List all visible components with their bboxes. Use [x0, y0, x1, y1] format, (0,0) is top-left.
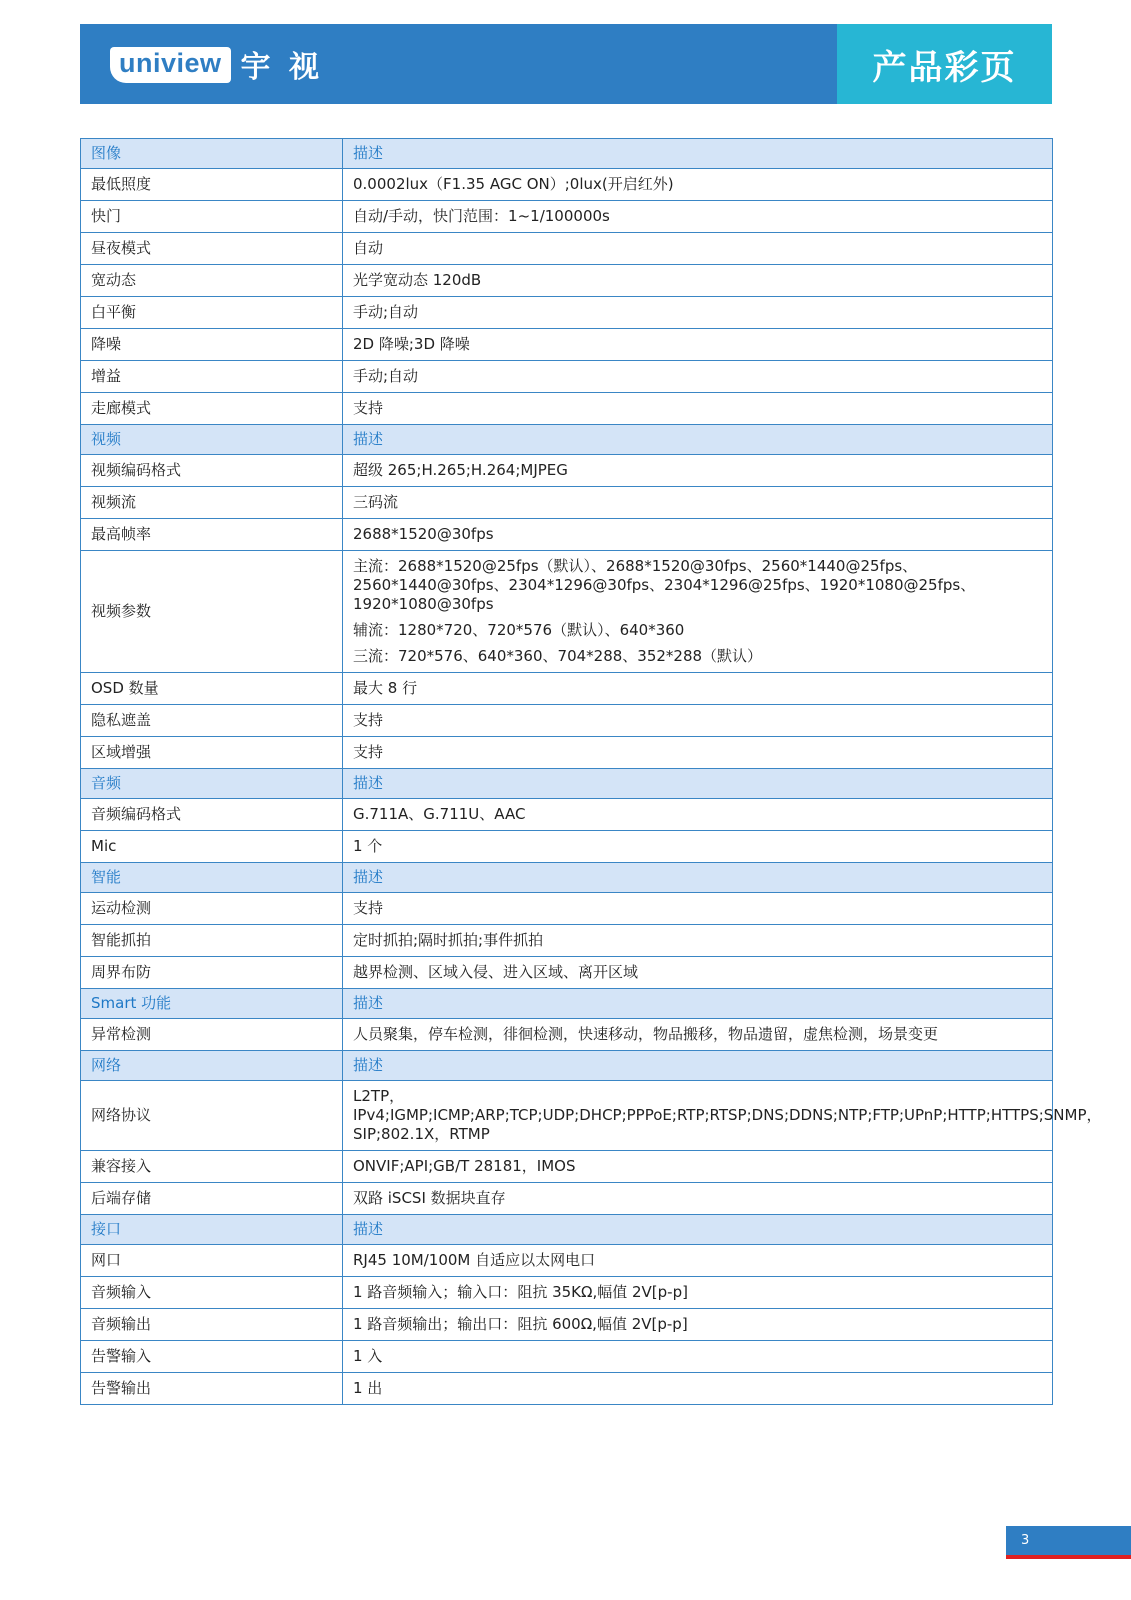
- spec-label: 音频输出: [81, 1309, 343, 1341]
- page-header: [80, 24, 1052, 104]
- table-row: [81, 1151, 1053, 1183]
- spec-value: [343, 487, 1053, 519]
- spec-value: [343, 169, 1053, 201]
- spec-value: [343, 1341, 1053, 1373]
- spec-value: [343, 673, 1053, 705]
- table-row: [81, 1183, 1053, 1215]
- spec-label: 音频编码格式: [81, 799, 343, 831]
- spec-value: [343, 1183, 1053, 1215]
- section-desc-header: 描述: [343, 1215, 1053, 1245]
- spec-label: 白平衡: [81, 297, 343, 329]
- spec-value: [343, 455, 1053, 487]
- spec-label: 降噪: [81, 329, 343, 361]
- table-row: [81, 957, 1053, 989]
- table-row: [81, 455, 1053, 487]
- spec-label: 走廊模式: [81, 393, 343, 425]
- spec-value-line: 人员聚集，停车检测，徘徊检测，快速移动，物品搬移，物品遗留，虚焦检测，场景变更: [353, 1025, 939, 1043]
- spec-value-line: 最大 8 行: [353, 679, 418, 697]
- table-row: [81, 169, 1053, 201]
- spec-value-line: 1 入: [353, 1347, 383, 1365]
- table-row: [81, 893, 1053, 925]
- section-header-row: [81, 989, 1053, 1019]
- spec-value-line: 三码流: [353, 493, 399, 511]
- spec-value-line: 手动;自动: [353, 303, 419, 321]
- spec-value-line: 双路 iSCSI 数据块直存: [353, 1189, 506, 1207]
- table-row: [81, 1309, 1053, 1341]
- spec-value-line: 支持: [353, 711, 384, 729]
- section-desc-header: 描述: [343, 425, 1053, 455]
- spec-value-line: 定时抓拍;隔时抓拍;事件抓拍: [353, 931, 544, 949]
- section-header-row: [81, 1051, 1053, 1081]
- spec-label: OSD 数量: [81, 673, 343, 705]
- spec-label: 昼夜模式: [81, 233, 343, 265]
- spec-label: 网络协议: [81, 1081, 343, 1151]
- spec-label: 视频参数: [81, 551, 343, 673]
- spec-value-line: 1 个: [353, 837, 383, 855]
- spec-value: [343, 233, 1053, 265]
- spec-table: [80, 138, 1102, 1405]
- spec-value-line: 自动: [353, 239, 384, 257]
- table-row: [81, 1245, 1053, 1277]
- spec-label: 视频编码格式: [81, 455, 343, 487]
- spec-value: [343, 1081, 1102, 1151]
- section-header-row: [81, 425, 1053, 455]
- spec-label: 视频流: [81, 487, 343, 519]
- table-row: [81, 1081, 1053, 1151]
- table-row: [81, 393, 1053, 425]
- section-desc-header: 描述: [343, 139, 1053, 169]
- section-title: 网络: [81, 1051, 343, 1081]
- section-header-row: [81, 139, 1053, 169]
- header-title: 产品彩页: [837, 24, 1052, 104]
- spec-value: [343, 1151, 1053, 1183]
- table-row: [81, 1373, 1053, 1405]
- section-header-row: [81, 863, 1053, 893]
- spec-label: 后端存储: [81, 1183, 343, 1215]
- table-row: [81, 201, 1053, 233]
- table-row: [81, 329, 1053, 361]
- spec-value-line: 1 出: [353, 1379, 383, 1397]
- spec-label: 兼容接入: [81, 1151, 343, 1183]
- spec-value-line: 辅流：1280*720、720*576（默认）、640*360: [353, 621, 685, 639]
- spec-table-body: [81, 139, 1102, 1405]
- uniview-logo: uniview: [110, 47, 231, 83]
- spec-value-line: G.711A、G.711U、AAC: [353, 805, 526, 823]
- spec-value: [343, 925, 1053, 957]
- spec-label: 网口: [81, 1245, 343, 1277]
- spec-value: [343, 1309, 1053, 1341]
- spec-value-line: 2688*1520@30fps: [353, 525, 494, 543]
- spec-value: [343, 393, 1053, 425]
- spec-value-line: L2TP，IPv4;IGMP;ICMP;ARP;TCP;UDP;DHCP;PPPoE;RTP;RTSP;DNS;DDNS;NTP;FTP;UPnP;HTTP;HTTPS;SNMP，SIP;802.1X，RTMP: [353, 1087, 1102, 1143]
- spec-value: [343, 297, 1053, 329]
- spec-value: [343, 329, 1053, 361]
- table-row: [81, 361, 1053, 393]
- spec-label: 运动检测: [81, 893, 343, 925]
- spec-value-line: 超级 265;H.265;H.264;MJPEG: [353, 461, 568, 479]
- spec-value-line: 支持: [353, 399, 384, 417]
- table-row: [81, 831, 1053, 863]
- spec-label: 宽动态: [81, 265, 343, 297]
- spec-label: 异常检测: [81, 1019, 343, 1051]
- spec-value: [343, 361, 1053, 393]
- spec-value: [343, 1373, 1053, 1405]
- spec-value-line: 支持: [353, 743, 384, 761]
- table-row: [81, 925, 1053, 957]
- table-row: [81, 519, 1053, 551]
- table-row: [81, 737, 1053, 769]
- spec-label: 最低照度: [81, 169, 343, 201]
- section-header-row: [81, 1215, 1053, 1245]
- header-brand-bar: [80, 24, 837, 104]
- table-row: [81, 799, 1053, 831]
- section-title: 接口: [81, 1215, 343, 1245]
- spec-value-line: 主流：2688*1520@25fps（默认）、2688*1520@30fps、2560*1440@25fps、2560*1440@30fps、2304*1296@30fps、2304*1296@25fps、1920*1080@25fps、1920*1080@30fps: [353, 557, 976, 613]
- section-title: 智能: [81, 863, 343, 893]
- spec-value: [343, 737, 1053, 769]
- section-title: 视频: [81, 425, 343, 455]
- spec-label: 隐私遮盖: [81, 705, 343, 737]
- spec-value: [343, 1245, 1053, 1277]
- spec-value: [343, 831, 1053, 863]
- table-row: [81, 297, 1053, 329]
- spec-value: [343, 265, 1053, 297]
- spec-value: [343, 201, 1053, 233]
- spec-value-line: 1 路音频输出；输出口：阻抗 600Ω,幅值 2V[p-p]: [353, 1315, 688, 1333]
- spec-value-line: 0.0002lux（F1.35 AGC ON）;0lux(开启红外): [353, 175, 674, 193]
- table-row: [81, 1019, 1053, 1051]
- spec-value-line: 三流：720*576、640*360、704*288、352*288（默认）: [353, 647, 763, 665]
- spec-label: 最高帧率: [81, 519, 343, 551]
- spec-label: 告警输入: [81, 1341, 343, 1373]
- table-row: [81, 265, 1053, 297]
- spec-value: [343, 799, 1053, 831]
- spec-value: [343, 1019, 1053, 1051]
- section-title: Smart 功能: [81, 989, 343, 1019]
- page-number: 3: [1021, 1533, 1030, 1548]
- spec-value: [343, 957, 1053, 989]
- table-row: [81, 1277, 1053, 1309]
- spec-value-line: 手动;自动: [353, 367, 419, 385]
- table-row: [81, 705, 1053, 737]
- section-desc-header: 描述: [343, 863, 1053, 893]
- spec-label: 智能抓拍: [81, 925, 343, 957]
- footer-accent-bar: [1006, 1555, 1131, 1559]
- spec-label: 快门: [81, 201, 343, 233]
- spec-label: Mic: [81, 831, 343, 863]
- section-desc-header: 描述: [343, 1051, 1053, 1081]
- section-header-row: [81, 769, 1053, 799]
- spec-value: [343, 1277, 1053, 1309]
- table-row: [81, 673, 1053, 705]
- spec-value-line: ONVIF;API;GB/T 28181，IMOS: [353, 1157, 576, 1175]
- spec-value-line: RJ45 10M/100M 自适应以太网电口: [353, 1251, 596, 1269]
- section-desc-header: 描述: [343, 989, 1053, 1019]
- section-desc-header: 描述: [343, 769, 1053, 799]
- spec-value: [343, 551, 1053, 673]
- spec-label: 周界布防: [81, 957, 343, 989]
- section-title: 图像: [81, 139, 343, 169]
- spec-label: 音频输入: [81, 1277, 343, 1309]
- spec-value-line: 2D 降噪;3D 降噪: [353, 335, 470, 353]
- table-row: [81, 487, 1053, 519]
- spec-value-line: 自动/手动，快门范围：1~1/100000s: [353, 207, 610, 225]
- spec-value: [343, 705, 1053, 737]
- spec-label: 增益: [81, 361, 343, 393]
- spec-value-line: 支持: [353, 899, 384, 917]
- spec-value: [343, 893, 1053, 925]
- table-row: [81, 233, 1053, 265]
- section-title: 音频: [81, 769, 343, 799]
- spec-label: 告警输出: [81, 1373, 343, 1405]
- spec-value-line: 光学宽动态 120dB: [353, 271, 482, 289]
- table-row: [81, 551, 1053, 673]
- page-number-badge: [1006, 1526, 1131, 1555]
- spec-value-line: 1 路音频输入；输入口：阻抗 35KΩ,幅值 2V[p-p]: [353, 1283, 688, 1301]
- spec-value-line: 越界检测、区域入侵、进入区域、离开区域: [353, 963, 639, 981]
- table-row: [81, 1341, 1053, 1373]
- logo-chinese-name: 宇 视: [240, 50, 323, 85]
- spec-label: 区域增强: [81, 737, 343, 769]
- spec-value: [343, 519, 1053, 551]
